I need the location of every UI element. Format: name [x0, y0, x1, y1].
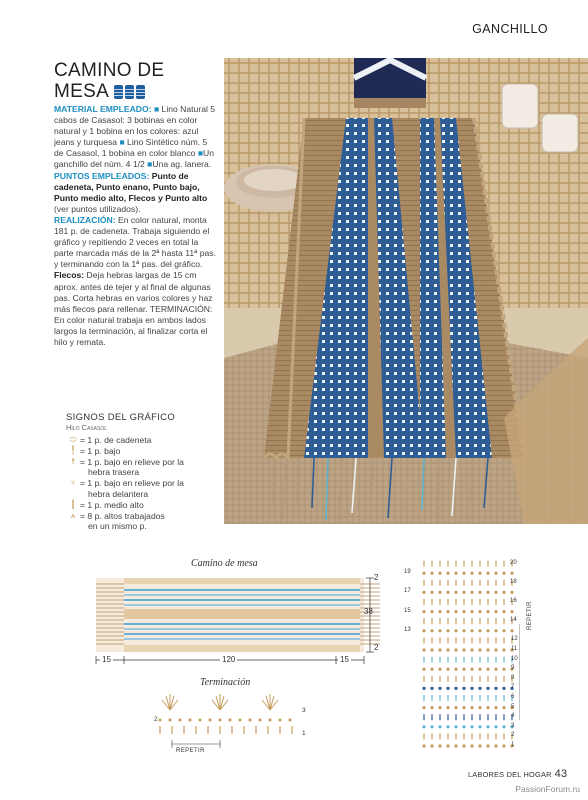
chart-legend: SIGNOS DEL GRÁFICO Hilo Casasol ⬭ = 1 p. de cadeneta ╿ = 1 p. bajo ☨ = 1 p. bajo en relieve por la hebra trasera ♆ = 1 p. bajo en relieve por la hebra delantera ┃ = 1 p. medio alto ⩚ = 8 p. altos trabajados en un mismo p. — [66, 412, 226, 532]
stitch-symbol — [502, 725, 505, 728]
dim-top: 2 — [374, 573, 379, 582]
finish-label: TERMINACIÓN: — [149, 303, 213, 314]
row-number: 14 — [510, 617, 517, 624]
row-number: 16 — [510, 598, 517, 604]
stitch-symbol — [462, 591, 465, 594]
stitch-symbol — [462, 572, 465, 575]
stitch-symbol — [478, 668, 481, 671]
stitch-symbol — [470, 591, 473, 594]
stitch-symbol — [462, 610, 465, 613]
stitch-symbol — [430, 629, 433, 632]
stitch-symbol — [478, 572, 481, 575]
stitch-symbol — [462, 725, 465, 728]
stitch-symbol — [470, 706, 473, 709]
half-double-crochet-icon: ┃ — [70, 499, 76, 509]
stitch-symbol — [510, 629, 513, 632]
legend-item: ♆ = 1 p. bajo en relieve por la — [66, 478, 226, 489]
finish-chart — [150, 690, 300, 750]
stitch-symbol — [502, 706, 505, 709]
stitch-symbol — [462, 744, 465, 747]
magazine-name: LABORES DEL HOGAR — [468, 770, 552, 779]
stitch-symbol — [462, 629, 465, 632]
stitch-symbol — [470, 687, 473, 690]
stitch-symbol — [454, 668, 457, 671]
row-number: 3 — [511, 722, 515, 729]
single-crochet-icon: ╿ — [70, 445, 76, 455]
stitch-symbol — [502, 648, 505, 651]
stitch-symbol — [454, 572, 457, 575]
stitch-symbol — [422, 572, 425, 575]
stitch-symbol — [454, 725, 457, 728]
stitch-symbol — [446, 744, 449, 747]
difficulty-level-icons — [114, 85, 145, 99]
stitch-symbol — [478, 725, 481, 728]
stitch-symbol — [430, 725, 433, 728]
row-number: 7 — [511, 684, 515, 691]
stitch-symbol — [486, 591, 489, 594]
stitch-symbol — [438, 610, 441, 613]
row-number: 5 — [511, 703, 515, 710]
finish-text: En color natural trabaja en ambos lados largos la terminación, al finalizar corta el hilo y remata. — [54, 314, 208, 347]
spool-icon — [125, 85, 134, 99]
stitch-symbol — [502, 629, 505, 632]
legend-item: ⬭ = 1 p. de cadeneta — [66, 435, 226, 446]
legend-item: ┃ = 1 p. medio alto — [66, 500, 226, 511]
stitch-symbol — [438, 668, 441, 671]
stitch-symbol — [438, 706, 441, 709]
stitch-symbol — [430, 744, 433, 747]
row-number: 2 — [511, 732, 515, 739]
stitch-symbol — [494, 725, 497, 728]
stitch-symbol — [454, 610, 457, 613]
fringes-label: Flecos: — [54, 270, 85, 281]
realization-text: En color natural, monta 181 p. de cadeneta. Trabaja siguiendo el gráfico y repitiendo 2 veces en total la parte marcada más de la 2ª hasta 11ª pas. y terminando con la 1ª pas. del gráfico. — [54, 214, 216, 270]
stitch-symbol — [446, 687, 449, 690]
stitch-symbol — [494, 706, 497, 709]
stitch-chart — [416, 550, 520, 750]
stitch-symbol — [438, 687, 441, 690]
stitch-symbol — [502, 591, 505, 594]
stitch-symbol — [486, 706, 489, 709]
stitch-symbol — [462, 668, 465, 671]
runner-diagram-caption: Camino de mesa — [191, 558, 258, 569]
finish-row-2: 2 — [154, 716, 158, 723]
row-number: 6 — [511, 694, 515, 700]
materials-text-4: Una ag. lanera. — [152, 159, 212, 170]
stitch-symbol — [430, 668, 433, 671]
row-number: 1 — [511, 742, 515, 748]
stitch-symbol — [446, 668, 449, 671]
stitch-symbol — [502, 744, 505, 747]
stitches-label: PUNTOS EMPLEADOS: — [54, 170, 150, 181]
stitch-symbol — [438, 572, 441, 575]
row-number: 12 — [511, 636, 518, 643]
stitch-symbol — [454, 744, 457, 747]
stitch-symbol — [478, 744, 481, 747]
stitch-symbol — [422, 648, 425, 651]
stitch-symbol — [438, 744, 441, 747]
stitch-symbol — [478, 610, 481, 613]
stitch-symbol — [422, 706, 425, 709]
stitch-symbol — [470, 668, 473, 671]
article-title — [54, 60, 164, 102]
front-post-single-crochet-icon: ♆ — [70, 478, 76, 488]
stitch-symbol — [494, 610, 497, 613]
row-number: 10 — [511, 655, 518, 662]
stitch-symbol — [486, 629, 489, 632]
stitch-symbol — [422, 610, 425, 613]
title-line-1: CAMINO DE — [54, 60, 165, 81]
page-number: 43 — [554, 768, 568, 780]
legend-item: ⩚ = 8 p. altos trabajados — [66, 511, 226, 522]
stitch-symbol — [438, 725, 441, 728]
stitch-symbol — [430, 591, 433, 594]
stitch-symbol — [454, 629, 457, 632]
row-number: 15 — [404, 607, 411, 614]
stitch-symbol — [430, 706, 433, 709]
stitch-symbol — [454, 648, 457, 651]
stitch-symbol — [510, 572, 513, 575]
spool-icon — [114, 85, 123, 99]
pattern-instructions: MATERIAL EMPLEADO: ■ Lino Natural 5 cabos de Casasol: 3 bobinas en color natural y 1 bobina en los colores: azul jeans y turquesa ■ Lino Sintético núm. 5 de Casasol, 1 bobina en color blanco ■Un ganchillo del núm. 4 1/2 ■Una ag. lanera. PUNTOS EMPLEADOS: Punto de cadeneta, Punto enano, Punto bajo, Punto medio alto, Flecos y Punto alto (ver puntos utilizados). REALIZACIÓN: En color natural, monta 181 p. de cadeneta. Trabaja siguiendo el gráfico y repitiendo 2 veces en total la parte marcada más de la 2ª hasta 11ª pas. y terminando con la 1ª pas. del gráfico. Flecos: Deja hebras largas de 15 cm aprox. antes de tejer y al final de algunas pas. Corta hebras en varios colores y haz más flecos para rellenar. TERMINACIÓN: En color natural trabaja en ambos lados largos la terminación, al finalizar corta el hilo y remata. — [54, 104, 216, 347]
stitch-symbol — [430, 648, 433, 651]
stitch-symbol — [470, 572, 473, 575]
watermark: PassionForum.ru — [515, 784, 580, 794]
table-runner-photo-image — [224, 58, 588, 524]
stitch-symbol — [510, 610, 513, 613]
stitch-symbol — [486, 648, 489, 651]
stitch-symbol — [494, 744, 497, 747]
stitch-symbol — [470, 725, 473, 728]
stitch-symbol — [486, 572, 489, 575]
stitch-symbol — [478, 706, 481, 709]
materials-text-3: Un ganchillo del núm. 4 1/2 — [54, 148, 215, 170]
row-number: 18 — [510, 578, 517, 585]
section-label: GANCHILLO — [472, 22, 548, 36]
stitch-symbol — [494, 648, 497, 651]
materials-label: MATERIAL EMPLEADO: — [54, 104, 152, 114]
finish-row-1: 1 — [302, 730, 306, 737]
stitch-symbol — [502, 572, 505, 575]
stitch-symbol — [494, 572, 497, 575]
finish-repeat-label: REPETIR — [176, 748, 205, 754]
stitch-symbol — [446, 706, 449, 709]
chart-repeat-label: REPETIR — [527, 601, 533, 630]
legend-item: ☨ = 1 p. bajo en relieve por la — [66, 457, 226, 468]
stitch-symbol — [478, 648, 481, 651]
row-number: 4 — [511, 713, 515, 720]
back-post-single-crochet-icon: ☨ — [70, 456, 76, 466]
table-runner-photo — [224, 58, 588, 524]
stitch-symbol — [446, 572, 449, 575]
row-number: 20 — [510, 559, 517, 566]
stitch-symbol — [510, 591, 513, 594]
stitch-symbol — [494, 687, 497, 690]
stitch-symbol — [494, 591, 497, 594]
finish-row-3: 3 — [302, 707, 306, 714]
stitch-symbol — [486, 610, 489, 613]
shell-stitch-icon: ⩚ — [70, 510, 76, 520]
legend-title: SIGNOS DEL GRÁFICO — [66, 412, 176, 423]
stitches-text: Punto de cadeneta, Punto enano, Punto bajo, Punto medio alto, Flecos y Punto alto — [54, 170, 208, 203]
stitch-symbol — [502, 668, 505, 671]
finish-chart-caption: Terminación — [200, 677, 251, 688]
stitch-symbol — [502, 610, 505, 613]
stitch-symbol — [438, 648, 441, 651]
row-number: 9 — [511, 665, 515, 672]
stitch-symbol — [422, 687, 425, 690]
stitch-symbol — [478, 687, 481, 690]
stitch-symbol — [462, 706, 465, 709]
stitch-symbol — [462, 687, 465, 690]
stitch-symbol — [446, 610, 449, 613]
stitch-symbol — [446, 725, 449, 728]
stitch-symbol — [478, 629, 481, 632]
page-footer — [468, 768, 567, 780]
materials-text: Lino Natural 5 cabos de Casasol: 3 bobinas en color natural y 1 bobina en los colores: azul jeans y turquesa — [54, 104, 216, 148]
stitch-symbol — [486, 687, 489, 690]
fringes-text: Deja hebras largas de 15 cm aprox. antes de tejer y al final de algunas pas. Corta hebras en varios colores y haz más flecos para rellenar. — [54, 270, 213, 314]
dim-left: 15 — [102, 655, 111, 664]
legend-item: ╿ = 1 p. bajo — [66, 446, 226, 457]
stitch-symbol — [454, 706, 457, 709]
stitch-symbol — [430, 572, 433, 575]
stitch-symbol — [502, 687, 505, 690]
stitch-symbol — [422, 629, 425, 632]
stitch-symbol — [494, 629, 497, 632]
stitch-symbol — [446, 648, 449, 651]
title-line-2: MESA — [54, 81, 110, 102]
chain-stitch-icon: ⬭ — [69, 435, 77, 444]
stitch-symbol — [446, 591, 449, 594]
stitch-symbol — [494, 668, 497, 671]
stitch-symbol — [470, 744, 473, 747]
dim-center: 120 — [222, 655, 236, 664]
stitch-symbol — [470, 648, 473, 651]
row-number: 11 — [511, 646, 518, 652]
stitch-symbol — [430, 687, 433, 690]
row-number: 8 — [511, 674, 515, 681]
stitch-symbol — [462, 648, 465, 651]
dim-height: 38 — [364, 607, 373, 616]
dim-right: 15 — [340, 655, 349, 664]
stitch-symbol — [422, 668, 425, 671]
legend-subtitle: Hilo Casasol — [66, 423, 107, 432]
stitch-symbol — [478, 591, 481, 594]
stitch-symbol — [422, 744, 425, 747]
stitch-symbol — [438, 591, 441, 594]
materials-text-2: Lino Sintético núm. 5 de Casasol, 1 bobina en color blanco — [54, 137, 208, 159]
stitch-symbol — [486, 744, 489, 747]
row-number: 17 — [404, 588, 411, 595]
stitch-symbol — [430, 610, 433, 613]
stitch-symbol — [422, 591, 425, 594]
stitches-note: (ver puntos utilizados). — [54, 203, 141, 214]
stitch-symbol — [486, 668, 489, 671]
realization-label: REALIZACIÓN: — [54, 214, 116, 225]
stitch-symbol — [446, 629, 449, 632]
stitch-symbol — [454, 591, 457, 594]
stitch-symbol — [470, 610, 473, 613]
dim-bottom: 2 — [374, 643, 379, 652]
row-number: 13 — [404, 626, 411, 633]
row-number: 19 — [404, 569, 411, 576]
stitch-symbol — [470, 629, 473, 632]
stitch-symbol — [486, 725, 489, 728]
stitch-symbol — [438, 629, 441, 632]
stitch-symbol — [454, 687, 457, 690]
spool-icon — [136, 85, 145, 99]
stitch-symbol — [422, 725, 425, 728]
